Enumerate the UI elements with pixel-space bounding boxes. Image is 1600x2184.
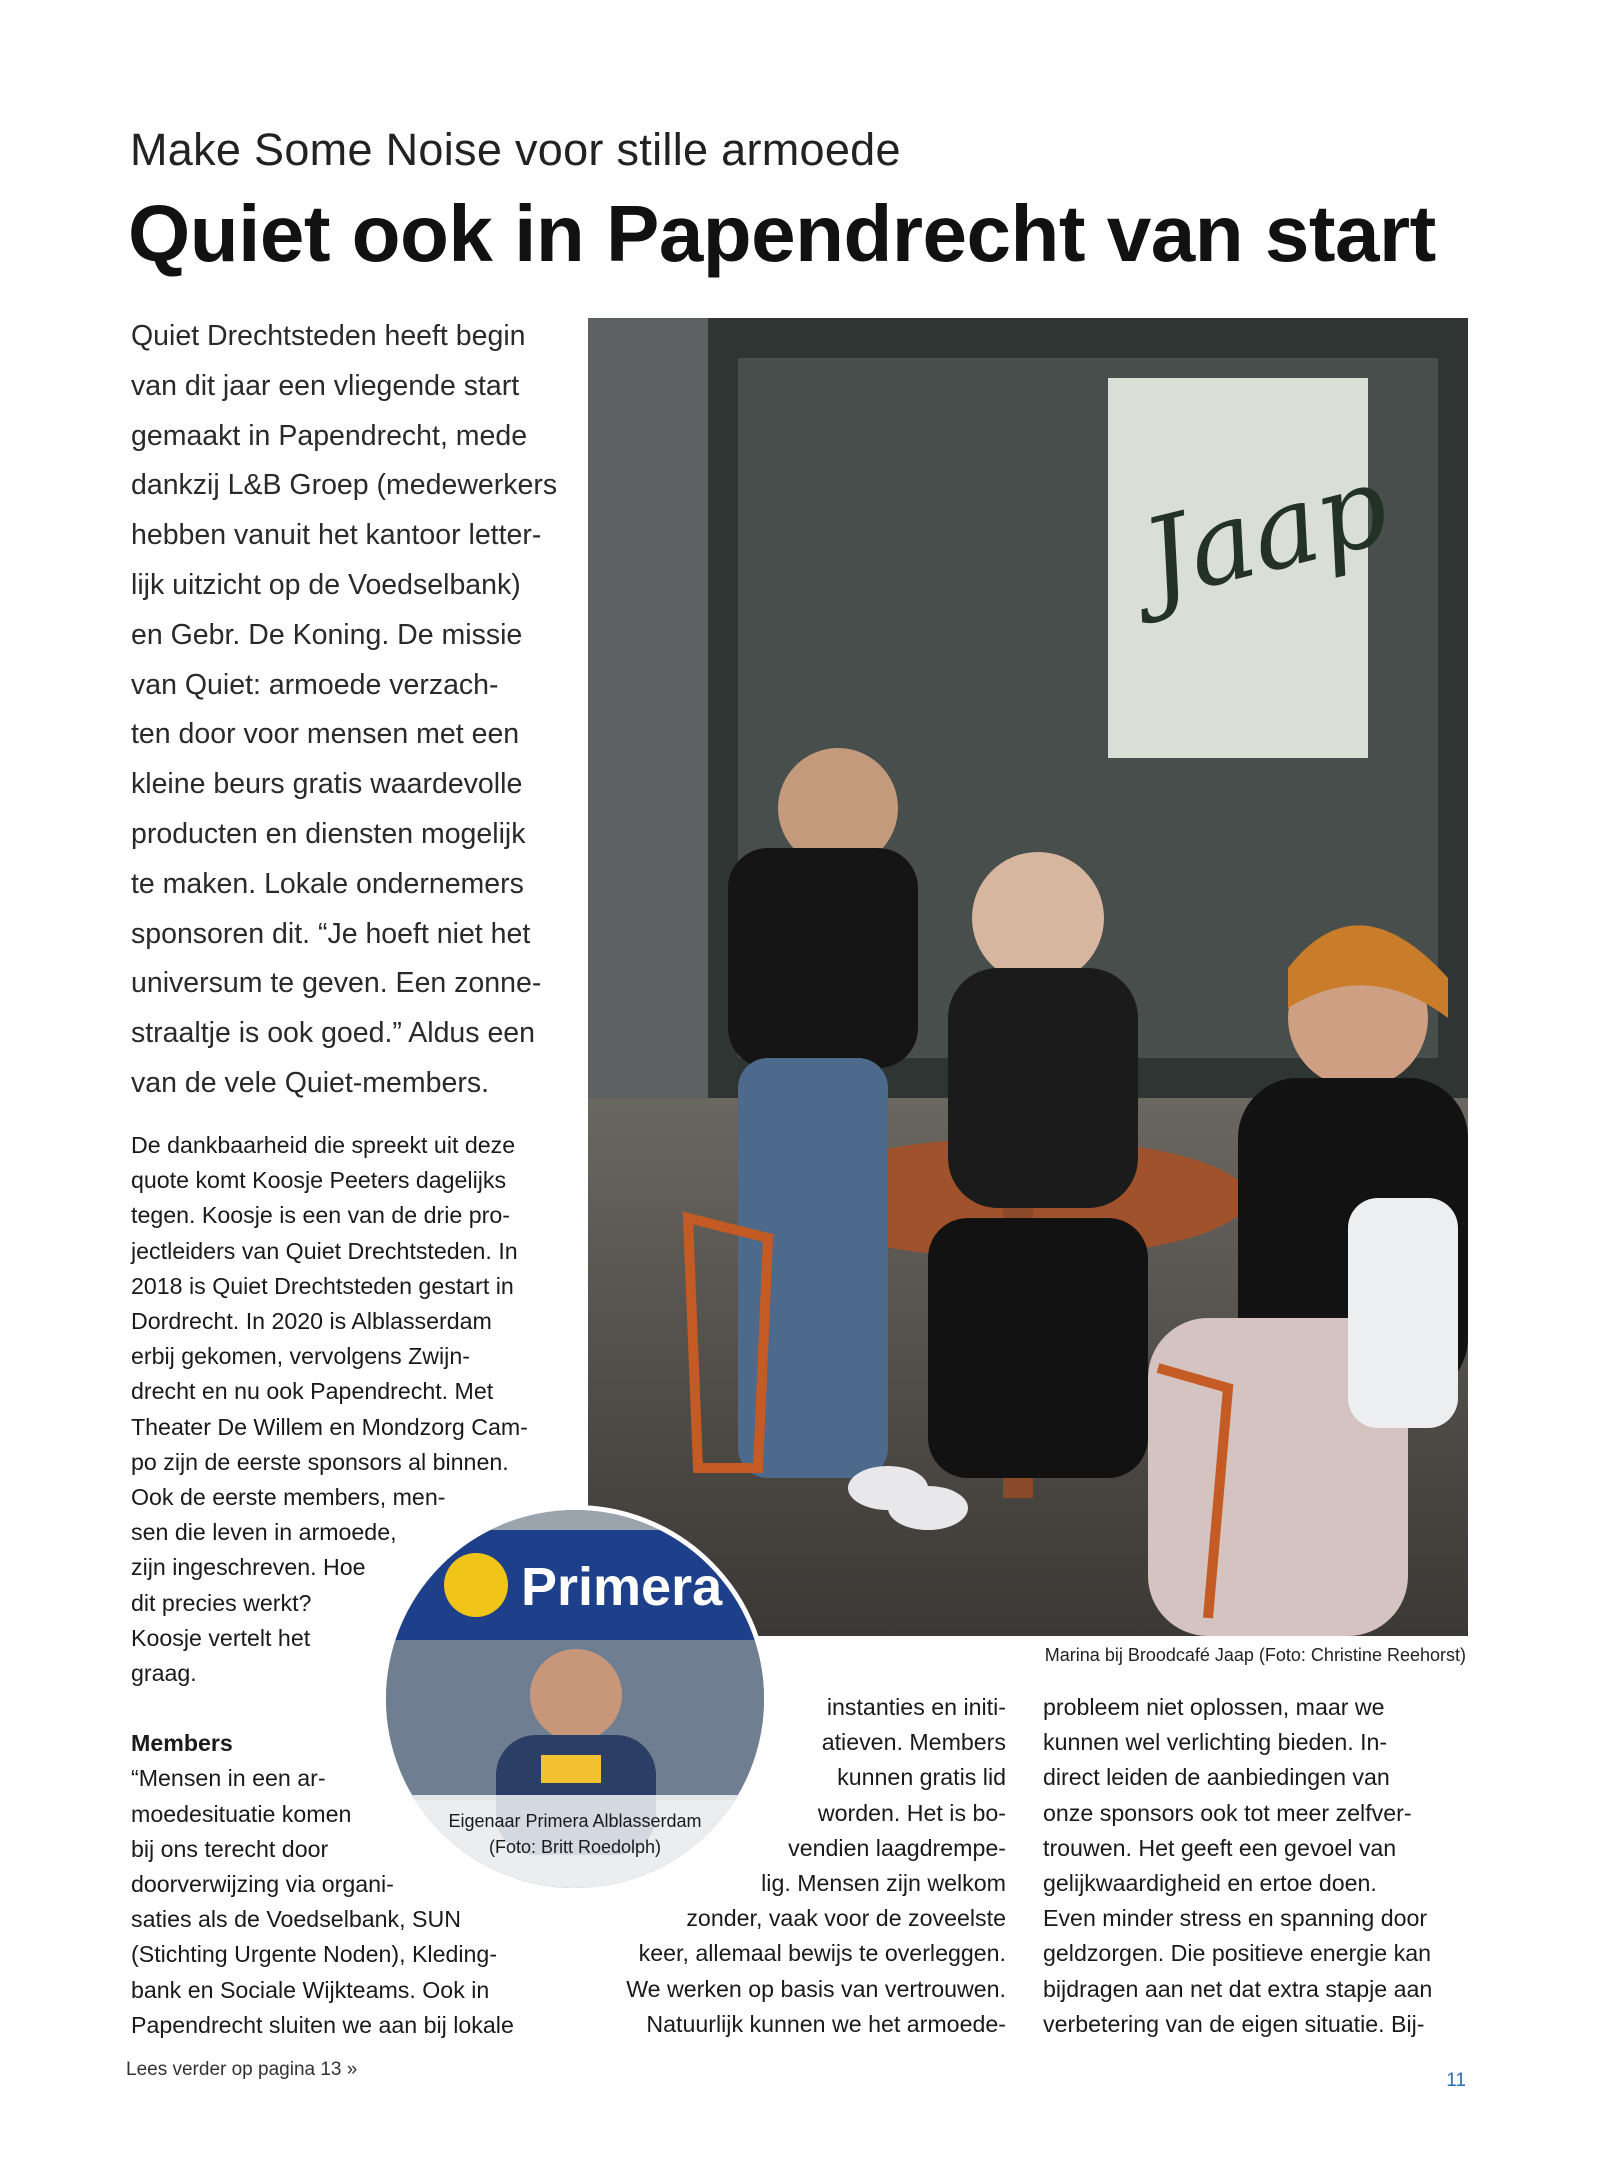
text-line: keer, allemaal bewijs te overleggen. xyxy=(638,1940,1006,1967)
inset-caption-line: Eigenaar Primera Alblasserdam xyxy=(448,1811,702,1831)
cafe-sign xyxy=(1108,378,1400,758)
column-3 xyxy=(1043,1690,1463,2042)
text-line: doorverwijzing via organi- xyxy=(131,1871,394,1898)
main-photo-caption: Marina bij Broodcafé Jaap (Foto: Christine Reehorst) xyxy=(1044,1645,1466,1665)
text-line: dit precies werkt? xyxy=(131,1589,312,1616)
text-line: geldzorgen. Die positieve energie kan xyxy=(1043,1940,1431,1967)
text-line: direct leiden de aanbiedingen van xyxy=(1043,1764,1390,1791)
text-line: instanties en initi- xyxy=(826,1694,1006,1720)
inset-caption-line: (Foto: Britt Roedolph) xyxy=(488,1837,662,1857)
intro-line: straaltje is ook goed.” Aldus een xyxy=(131,1017,535,1050)
continue-link: Lees verder op pagina 13 » xyxy=(126,2059,358,2080)
text-line: Theater De Willem en Mondzorg Cam- xyxy=(131,1413,528,1440)
text-line: Ook de eerste members, men- xyxy=(131,1484,446,1511)
text-line: graag. xyxy=(131,1660,197,1687)
intro-line: van dit jaar een vliegende start xyxy=(131,369,520,402)
text-line: saties als de Voedselbank, SUN xyxy=(131,1906,461,1933)
inset-photo-caption xyxy=(386,1808,764,1860)
text-line: atieven. Members xyxy=(821,1729,1006,1756)
cafe-photo-illustration xyxy=(588,318,1468,1636)
text-line: Dordrecht. In 2020 is Alblasserdam xyxy=(131,1308,492,1335)
text-line: sen die leven in armoede, xyxy=(131,1519,397,1546)
intro-line: te maken. Lokale ondernemers xyxy=(131,867,524,900)
text-line: moedesituatie komen xyxy=(131,1800,352,1827)
page-number: 11 xyxy=(1446,2070,1466,2091)
text-line: onze sponsors ook tot meer zelfver- xyxy=(1043,1799,1412,1826)
text-line: trouwen. Het geeft een gevoel van xyxy=(1043,1834,1397,1861)
text-line: tegen. Koosje is een van de drie pro- xyxy=(131,1202,510,1229)
text-line: Koosje vertelt het xyxy=(131,1624,311,1651)
article-kicker: Make Some Noise voor stille armoede xyxy=(130,124,901,175)
text-line: jectleiders van Quiet Drechtsteden. In xyxy=(131,1237,518,1264)
intro-line: sponsoren dit. “Je hoeft niet het xyxy=(131,917,531,950)
text-line: Papendrecht sluiten we aan bij lokale xyxy=(131,2011,514,2038)
members-subhead: Members xyxy=(131,1730,233,1757)
text-line: zonder, vaak voor de zoveelste xyxy=(686,1905,1006,1932)
intro-line: gemaakt in Papendrecht, mede xyxy=(131,419,528,452)
text-line: We werken op basis van vertrouwen. xyxy=(626,1975,1006,2002)
text-line: bij ons terecht door xyxy=(131,1835,329,1862)
text-line: verbetering van de eigen situatie. Bij- xyxy=(1043,2010,1425,2037)
text-line: lig. Mensen zijn welkom xyxy=(761,1870,1006,1897)
text-line: gelijkwaardigheid en ertoe doen. xyxy=(1043,1870,1377,1897)
intro-line: ten door voor mensen met een xyxy=(131,718,520,751)
text-line: vendien laagdrempe- xyxy=(788,1834,1006,1861)
text-line: po zijn de eerste sponsors al binnen. xyxy=(131,1448,509,1475)
intro-line: van de vele Quiet-members. xyxy=(131,1066,489,1099)
text-line: kunnen wel verlichting bieden. In- xyxy=(1043,1729,1388,1756)
cafe-photo xyxy=(588,318,1468,1636)
text-line: (Stichting Urgente Noden), Kleding- xyxy=(131,1941,498,1968)
text-line: “Mensen in een ar- xyxy=(131,1765,326,1792)
intro-line: producten en diensten mogelijk xyxy=(131,817,526,850)
intro-line: en Gebr. De Koning. De missie xyxy=(131,618,523,651)
text-line: Even minder stress en spanning door xyxy=(1043,1905,1428,1932)
text-line: kunnen gratis lid xyxy=(837,1764,1006,1791)
text-line: drecht en nu ook Papendrecht. Met xyxy=(131,1378,494,1405)
intro-line: kleine beurs gratis waardevolle xyxy=(131,768,523,801)
text-line: erbij gekomen, vervolgens Zwijn- xyxy=(131,1343,470,1370)
text-line: De dankbaarheid die spreekt uit deze xyxy=(131,1132,516,1158)
article-headline: Quiet ook in Papendrecht van start xyxy=(128,189,1436,278)
inset-photo xyxy=(381,1505,769,1893)
text-line: Natuurlijk kunnen we het armoede- xyxy=(646,2010,1006,2037)
intro-line: universum te geven. Een zonne- xyxy=(131,967,542,1000)
text-line: worden. Het is bo- xyxy=(817,1799,1006,1826)
text-line: zijn ingeschreven. Hoe xyxy=(131,1554,366,1581)
text-line: 2018 is Quiet Drechtsteden gestart in xyxy=(131,1272,514,1299)
intro-line: dankzij L&B Groep (medewerkers xyxy=(131,469,558,502)
intro-line: lijk uitzicht op de Voedselbank) xyxy=(131,568,521,601)
inset-sign-text: Primera xyxy=(521,1557,723,1617)
intro-line: Quiet Drechtsteden heeft begin xyxy=(131,320,526,352)
article-intro xyxy=(131,312,558,1109)
text-line: quote komt Koosje Peeters dagelijks xyxy=(131,1167,507,1194)
text-line: bijdragen aan net dat extra stapje aan xyxy=(1043,1975,1433,2002)
cafe-sign-text: Jaap xyxy=(1130,440,1401,625)
text-line: bank en Sociale Wijkteams. Ook in xyxy=(131,1976,490,2003)
text-line: probleem niet oplossen, maar we xyxy=(1043,1694,1385,1720)
intro-line: hebben vanuit het kantoor letter- xyxy=(131,519,542,552)
intro-line: van Quiet: armoede verzach- xyxy=(131,668,499,701)
